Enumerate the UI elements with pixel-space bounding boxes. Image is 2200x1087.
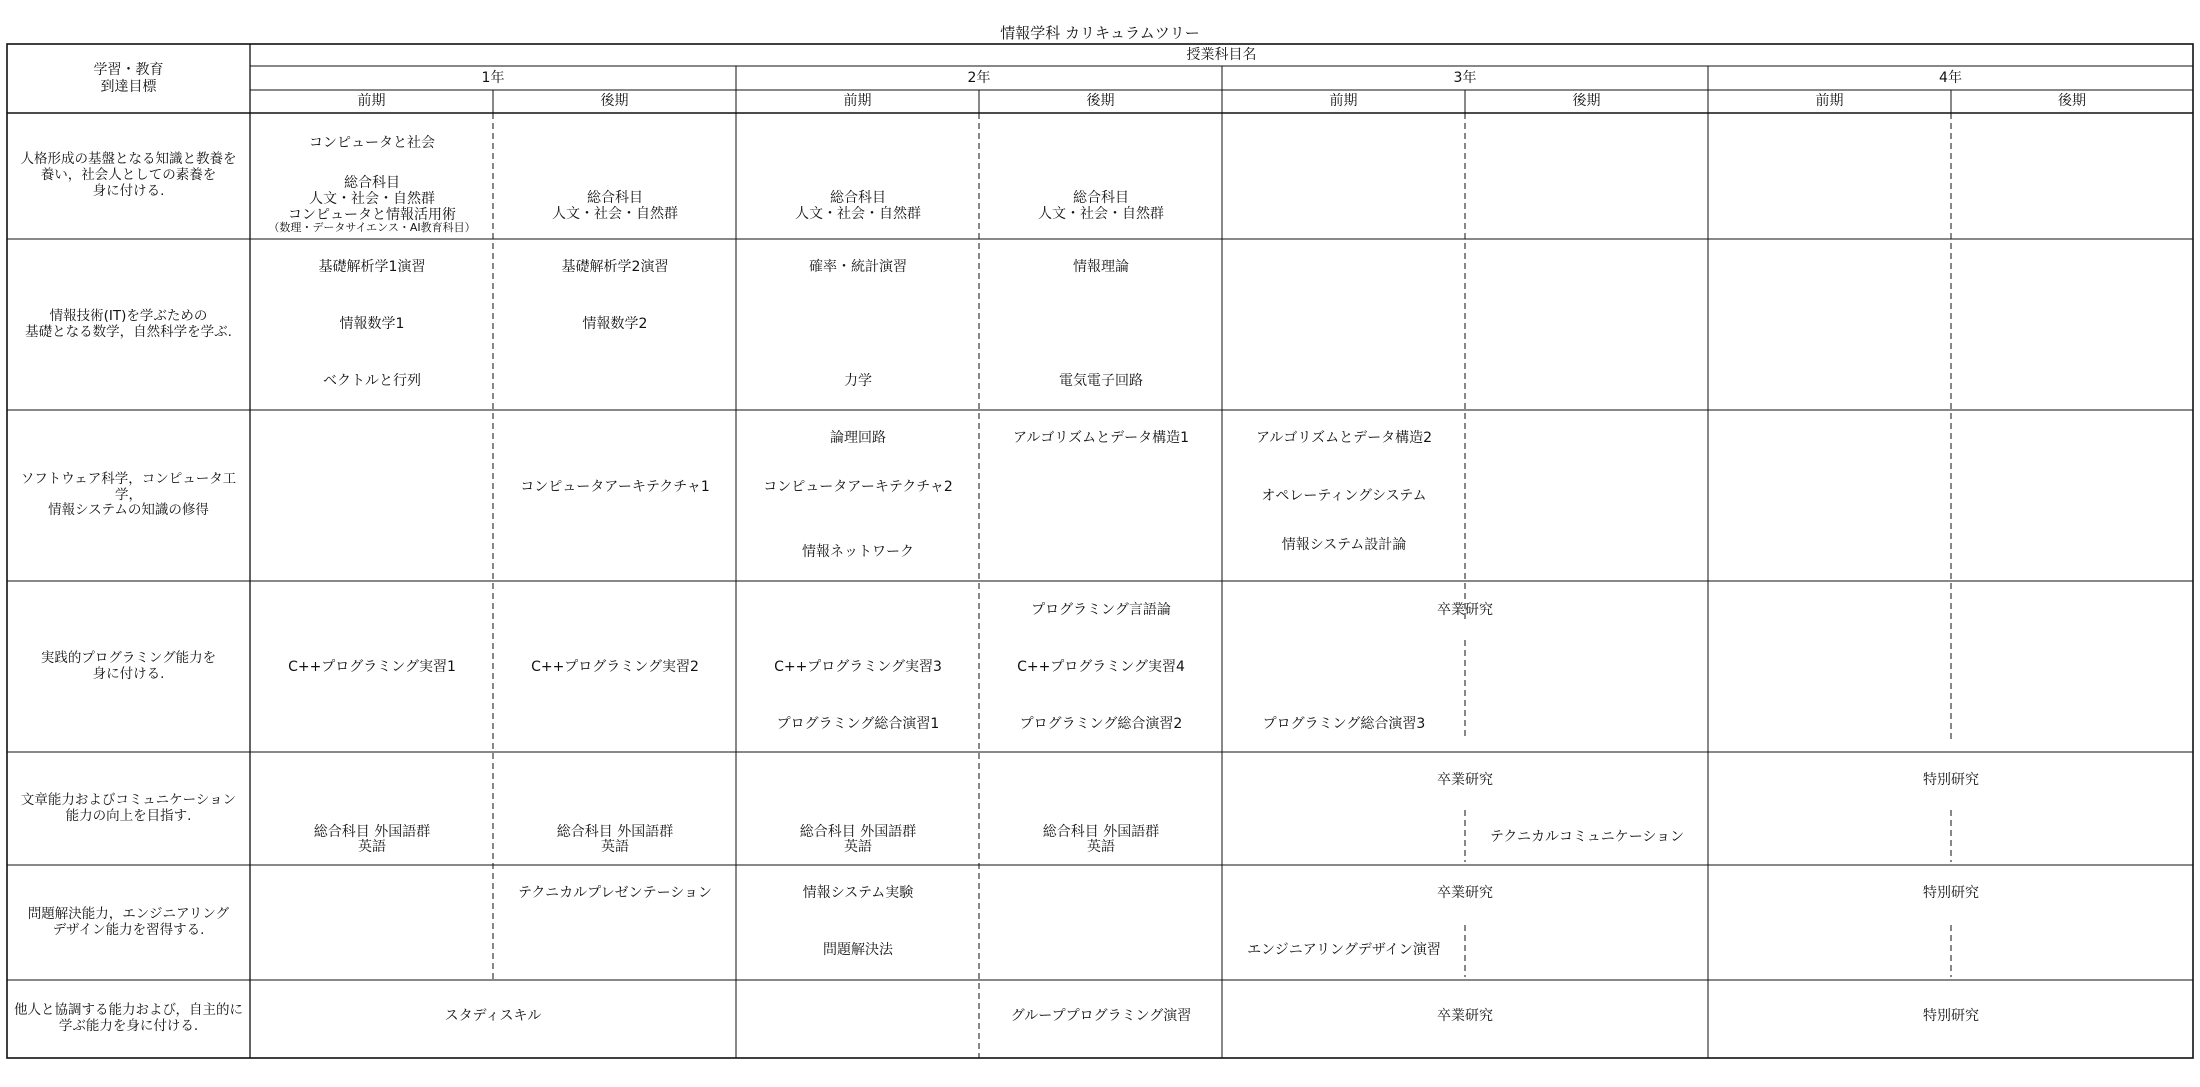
graduation-research: 卒業研究 — [1437, 1008, 1493, 1024]
course-item: 人文・社会・自然群 — [795, 206, 921, 222]
goal-line: 養い，社会人としての素養を — [40, 167, 217, 184]
goal-cell — [7, 865, 250, 980]
page-title: 情報学科 カリキュラムツリー — [1000, 24, 1200, 42]
course-item: 情報システム実験 — [802, 885, 914, 901]
special-research: 特別研究 — [1923, 1008, 1979, 1024]
course-item: 英語 — [1087, 839, 1115, 855]
year-header-1: 1年 — [481, 69, 505, 86]
graduation-research: 卒業研究 — [1437, 772, 1493, 788]
course-item: プログラミング総合演習2 — [1019, 716, 1183, 732]
course-item: プログラミング言語論 — [1031, 602, 1171, 618]
term-header: 前期 — [357, 93, 386, 110]
course-item: 英語 — [358, 839, 386, 855]
course-item: C++プログラミング実習3 — [774, 659, 942, 675]
goal-cell — [7, 410, 250, 581]
year-header-3: 3年 — [1453, 69, 1477, 86]
goal-cell — [7, 980, 250, 1058]
goal-line: 身に付ける. — [92, 665, 165, 682]
goal-line: デザイン能力を習得する. — [52, 921, 205, 938]
course-item: 人文・社会・自然群 — [552, 206, 678, 222]
course-note: （数理・データサイエンス・AI教育科目） — [268, 221, 476, 234]
course-item: テクニカルコミュニケーション — [1489, 829, 1685, 845]
course-item: 情報数学1 — [339, 316, 405, 332]
course-item: 問題解決法 — [823, 942, 893, 958]
goal-header-line: 到達目標 — [100, 78, 157, 95]
course-item: C++プログラミング実習4 — [1017, 659, 1185, 675]
goal-cell — [7, 239, 250, 410]
course-item: 確率・統計演習 — [809, 259, 907, 275]
course-item: スタディスキル — [444, 1008, 542, 1024]
goal-line: 学ぶ能力を身に付ける. — [58, 1018, 199, 1034]
goal-line: 問題解決能力，エンジニアリング — [27, 905, 230, 922]
course-item: 英語 — [601, 839, 629, 855]
course-item: アルゴリズムとデータ構造1 — [1012, 430, 1190, 446]
special-research: 特別研究 — [1923, 885, 1979, 901]
goal-line: 能力の向上を目指す. — [65, 807, 192, 824]
course-item: グループプログラミング演習 — [1010, 1008, 1192, 1024]
course-item: 情報ネットワーク — [802, 544, 914, 560]
course-item: 情報数学2 — [582, 316, 648, 332]
course-item: 総合科目 外国語群 — [799, 824, 917, 840]
course-item: 英語 — [844, 839, 872, 855]
course-item: 総合科目 外国語群 — [1042, 824, 1160, 840]
goal-cell — [7, 113, 250, 239]
course-item: 総合科目 外国語群 — [313, 824, 431, 840]
course-item: 総合科目 外国語群 — [556, 824, 674, 840]
graduation-research: 卒業研究 — [1437, 602, 1493, 618]
course-item: コンピュータと社会 — [309, 135, 435, 151]
goal-line: ソフトウェア科学，コンピュータ工学， — [20, 470, 237, 503]
goal-line: 基礎となる数学，自然科学を学ぶ. — [25, 323, 232, 340]
course-item: 情報理論 — [1073, 259, 1129, 275]
course-item: プログラミング総合演習1 — [776, 716, 940, 732]
term-header: 前期 — [843, 93, 872, 110]
year-header-2: 2年 — [967, 69, 991, 86]
course-item: 電気電子回路 — [1059, 373, 1143, 389]
course-item: コンピュータアーキテクチャ2 — [763, 479, 953, 495]
goal-line: 文章能力およびコミュニケーション — [20, 791, 237, 808]
year-header-4: 4年 — [1939, 69, 1962, 86]
term-header: 前期 — [1815, 93, 1844, 110]
term-header: 後期 — [1572, 93, 1601, 110]
course-item: オペレーティングシステム — [1261, 488, 1427, 504]
goal-line: 人格形成の基盤となる知識と教養を — [20, 151, 237, 168]
course-item: 人文・社会・自然群 — [309, 191, 435, 207]
course-item: アルゴリズムとデータ構造2 — [1255, 430, 1433, 446]
course-item: テクニカルプレゼンテーション — [517, 885, 713, 901]
goal-line: 身に付ける. — [92, 182, 165, 199]
course-item: コンピュータアーキテクチャ1 — [520, 479, 710, 495]
course-item: 基礎解析学2演習 — [561, 259, 669, 275]
goal-line: 他人と協調する能力および，自主的に — [14, 1002, 243, 1019]
goal-header-line: 学習・教育 — [93, 62, 164, 79]
term-header: 後期 — [2058, 93, 2086, 110]
goal-cell — [7, 752, 250, 865]
course-item: ベクトルと行列 — [323, 373, 421, 389]
goal-cell — [7, 581, 250, 752]
term-header: 後期 — [1086, 93, 1115, 110]
subjects-header: 授業科目名 — [1186, 46, 1257, 63]
special-research: 特別研究 — [1923, 772, 1979, 788]
goal-line: 情報システムの知識の修得 — [48, 502, 209, 519]
course-item: プログラミング総合演習3 — [1262, 716, 1426, 732]
goal-line: 実践的プログラミング能力を — [40, 649, 217, 666]
course-item: 総合科目 — [344, 175, 400, 191]
course-item: 総合科目 — [1073, 190, 1129, 206]
course-item: コンピュータと情報活用術 — [288, 207, 456, 223]
course-item: 人文・社会・自然群 — [1038, 206, 1164, 222]
course-item: 総合科目 — [830, 190, 886, 206]
course-item: 総合科目 — [587, 190, 643, 206]
course-item: 力学 — [844, 373, 872, 389]
term-header: 前期 — [1329, 93, 1358, 110]
course-item: 基礎解析学1演習 — [318, 259, 426, 275]
goal-header — [7, 44, 250, 113]
goal-line: 情報技術(IT)を学ぶための — [49, 307, 208, 324]
term-header: 後期 — [600, 93, 629, 110]
course-item: 情報システム設計論 — [1281, 537, 1407, 553]
graduation-research: 卒業研究 — [1437, 885, 1493, 901]
course-item: 論理回路 — [830, 430, 886, 446]
course-item: エンジニアリングデザイン演習 — [1247, 942, 1441, 958]
course-item: C++プログラミング実習2 — [531, 659, 699, 675]
course-item: C++プログラミング実習1 — [288, 659, 456, 675]
